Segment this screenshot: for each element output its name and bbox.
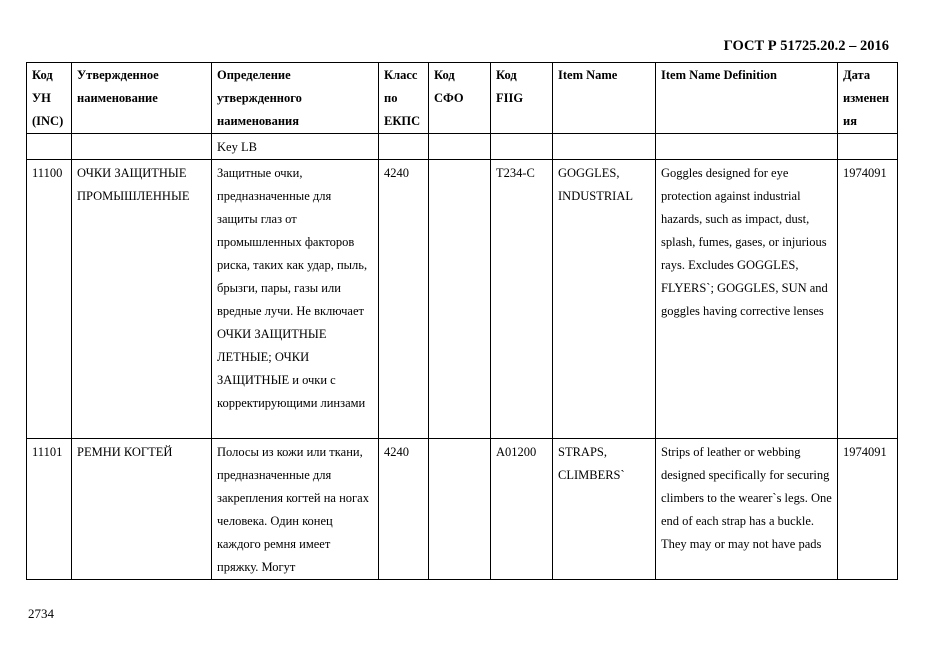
header-line: УН: [32, 91, 51, 105]
standard-title: ГОСТ Р 51725.20.2 – 2016: [723, 38, 889, 54]
header-date: [838, 63, 898, 134]
header-definition: [212, 63, 379, 134]
catalog-table: [26, 62, 898, 580]
cell-name: РЕМНИ КОГТЕЙ: [72, 439, 212, 580]
header-line: по: [384, 91, 398, 105]
header-item-name: [553, 63, 656, 134]
header-line: (INC): [32, 114, 64, 128]
header-line: Утвержденное: [77, 68, 159, 82]
cell-item-name: STRAPS, CLIMBERS`: [553, 439, 656, 580]
header-row: [27, 63, 898, 134]
cell-name: [72, 134, 212, 160]
header-fiig: [491, 63, 553, 134]
cell-fsc: 4240: [379, 439, 429, 580]
header-sfo: [429, 63, 491, 134]
cell-item-name: [553, 134, 656, 160]
page-number: 2734: [28, 606, 54, 621]
header-line: утвержденного: [217, 91, 302, 105]
header-line: Код: [32, 68, 53, 82]
cell-date: [838, 134, 898, 160]
cell-fiig: A01200: [491, 439, 553, 580]
header-line: СФО: [434, 91, 464, 105]
header-line: Код: [496, 68, 517, 82]
cell-definition: Key LB: [212, 134, 379, 160]
cell-definition: Полосы из кожи или ткани, предназначенные для закрепления когтей на ногах человека. Один конец каждого ремня имеет пряжку. Могут: [212, 439, 379, 580]
cell-inc: [27, 134, 72, 160]
cell-sfo: [429, 439, 491, 580]
header-line: Item Name Definition: [661, 68, 777, 82]
header-line: Дата: [843, 68, 871, 82]
header-fsc: [379, 63, 429, 134]
header-line: Класс: [384, 68, 418, 82]
header-line: наименование: [77, 91, 158, 105]
cell-sfo: [429, 134, 491, 160]
cell-definition: Защитные очки, предназначенные для защиты глаз от промышленных факторов риска, таких как удар, пыль, брызги, пары, газы или вредные лучи. Не включает ОЧКИ ЗАЩИТНЫЕ ЛЕТНЫЕ; ОЧКИ ЗАЩИТНЫЕ и очки с корректирующими линзами: [212, 160, 379, 439]
header-line: изменен: [843, 91, 890, 105]
continuation-row: [27, 134, 898, 160]
cell-item-definition: Goggles designed for eye protection against industrial hazards, such as impact, dust, splash, fumes, gases, or injurious rays. Excludes GOGGLES, FLYERS`; GOGGLES, SUN and goggles having corrective lenses: [656, 160, 838, 439]
cell-fsc: 4240: [379, 160, 429, 439]
header-line: наименования: [217, 114, 300, 128]
header-line: Item Name: [558, 68, 618, 82]
header-line: ия: [843, 114, 857, 128]
cell-item-definition: [656, 134, 838, 160]
table-row: [27, 160, 898, 439]
cell-fsc: [379, 134, 429, 160]
cell-inc: 11100: [27, 160, 72, 439]
cell-inc: 11101: [27, 439, 72, 580]
cell-item-definition: Strips of leather or webbing designed specifically for securing climbers to the wearer`s legs. One end of each strap has a buckle. They may or may not have pads: [656, 439, 838, 580]
header-name: [72, 63, 212, 134]
cell-item-name: GOGGLES, INDUSTRIAL: [553, 160, 656, 439]
cell-sfo: [429, 160, 491, 439]
cell-date: 1974091: [838, 160, 898, 439]
cell-fiig: [491, 134, 553, 160]
header-line: FIIG: [496, 91, 524, 105]
header-inc: [27, 63, 72, 134]
cell-name: ОЧКИ ЗАЩИТНЫЕ ПРОМЫШЛЕННЫЕ: [72, 160, 212, 439]
header-line: Определение: [217, 68, 291, 82]
cell-date: 1974091: [838, 439, 898, 580]
table-row: [27, 439, 898, 580]
cell-fiig: T234-C: [491, 160, 553, 439]
header-item-definition: [656, 63, 838, 134]
header-line: Код: [434, 68, 455, 82]
header-line: ЕКПС: [384, 114, 421, 128]
